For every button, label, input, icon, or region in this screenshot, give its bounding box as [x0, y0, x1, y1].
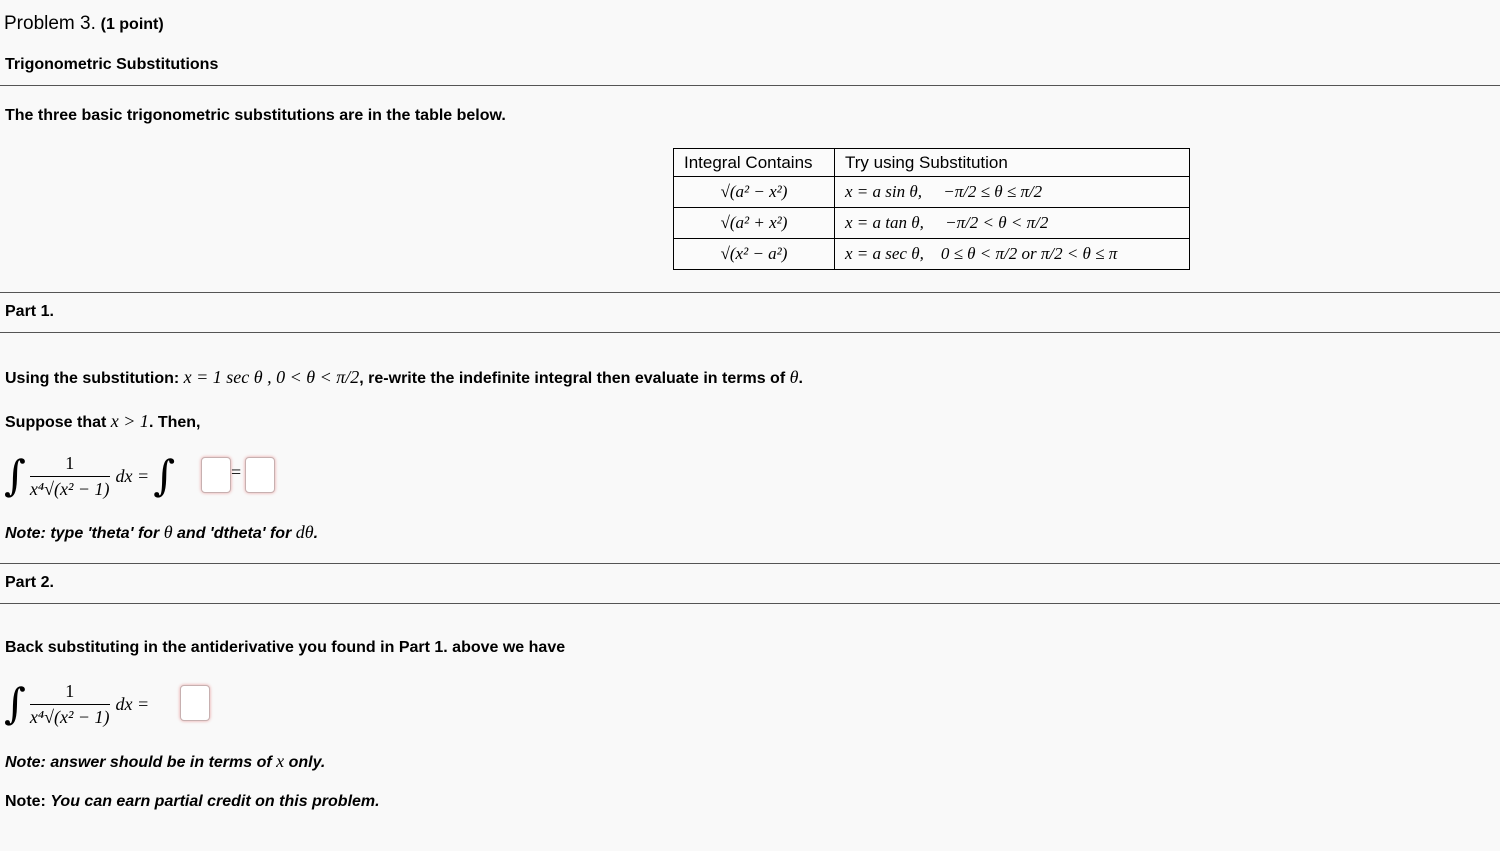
table-cell-contains: √(a² − x²) — [674, 177, 835, 208]
substitution-range: −π/2 < θ < π/2 — [945, 213, 1049, 232]
integral-sign: ∫ — [4, 679, 26, 728]
credit-label: Note: — [5, 793, 46, 810]
instruction-post: , re-write the indefinite integral then evaluate in terms of — [359, 370, 786, 387]
problem-subtitle: Trigonometric Substitutions — [5, 56, 219, 73]
table-row — [674, 208, 1190, 239]
instruction-pre: Using the substitution: — [5, 370, 180, 387]
integral-sign: ∫ — [153, 451, 176, 500]
integrand-denominator: x⁴√(x² − 1) — [29, 706, 110, 727]
integrand-denominator: x⁴√(x² − 1) — [29, 478, 110, 499]
part1-note — [5, 522, 318, 543]
note-pre: Note: answer should be in terms of — [5, 754, 272, 771]
dtheta-symbol: dθ — [295, 522, 314, 542]
table-cell-substitution — [835, 208, 1190, 239]
part2-label: Part 2. — [5, 574, 54, 591]
substitution-range: −π/2 ≤ θ ≤ π/2 — [943, 182, 1043, 201]
table-cell-substitution — [835, 239, 1190, 270]
period: . — [313, 525, 319, 542]
suppose-post: . Then, — [148, 414, 201, 431]
problem-heading — [4, 13, 164, 35]
integrand-numerator: 1 — [30, 453, 110, 477]
part1-instruction — [5, 367, 803, 388]
table-cell-substitution — [835, 177, 1190, 208]
part1-integral — [4, 448, 175, 504]
substitution-expr: x = a sec θ, — [845, 244, 924, 263]
dx-equals: dx = — [115, 465, 150, 486]
part2-note — [5, 751, 325, 772]
table-header-substitution: Try using Substitution — [835, 149, 1190, 177]
answer-input-back-substitution[interactable] — [180, 685, 210, 721]
divider — [0, 292, 1500, 293]
partial-credit-note — [5, 793, 380, 811]
substitution-expr: x = a tan θ, — [845, 213, 924, 232]
divider — [0, 603, 1500, 604]
divider — [0, 85, 1500, 86]
theta-symbol: θ — [163, 522, 173, 542]
integrand-fraction — [30, 681, 110, 728]
integral-sign: ∫ — [4, 451, 26, 500]
substitution-table — [673, 148, 1190, 270]
equals-sign: = — [231, 462, 242, 482]
note-mid: and 'dtheta' for — [177, 525, 292, 542]
integrand-numerator: 1 — [30, 681, 110, 705]
credit-text: You can earn partial credit on this problem. — [50, 793, 380, 810]
problem-title: Problem 3. — [4, 13, 96, 34]
table-header-row — [674, 149, 1190, 177]
suppose-condition: x > 1 — [110, 411, 149, 431]
suppose-pre: Suppose that — [5, 414, 107, 431]
theta-symbol: θ — [789, 367, 799, 387]
part1-suppose — [5, 411, 201, 432]
table-header-contains: Integral Contains — [674, 149, 835, 177]
dx-equals: dx = — [115, 693, 150, 714]
part2-integral — [4, 676, 149, 732]
part1-label: Part 1. — [5, 303, 54, 320]
divider — [0, 332, 1500, 333]
integrand-fraction — [30, 453, 110, 500]
substitution-range: 0 ≤ θ < π/2 or π/2 < θ ≤ π — [940, 244, 1118, 263]
answer-input-antiderivative[interactable] — [245, 457, 275, 493]
part2-instruction: Back substituting in the antiderivative you found in Part 1. above we have — [5, 639, 566, 656]
intro-text: The three basic trigonometric substitutions are in the table below. — [5, 107, 506, 124]
instruction-substitution: x = 1 sec θ , 0 < θ < π/2 — [183, 367, 360, 387]
divider — [0, 563, 1500, 564]
problem-points: (1 point) — [100, 16, 164, 33]
x-symbol: x — [276, 751, 285, 771]
table-cell-contains: √(a² + x²) — [674, 208, 835, 239]
note-post: only. — [288, 754, 326, 771]
table-row — [674, 239, 1190, 270]
substitution-expr: x = a sin θ, — [845, 182, 922, 201]
period: . — [798, 370, 803, 387]
table-cell-contains: √(x² − a²) — [674, 239, 835, 270]
answer-input-integrand[interactable] — [201, 457, 231, 493]
note-pre: Note: type 'theta' for — [5, 525, 160, 542]
table-row — [674, 177, 1190, 208]
